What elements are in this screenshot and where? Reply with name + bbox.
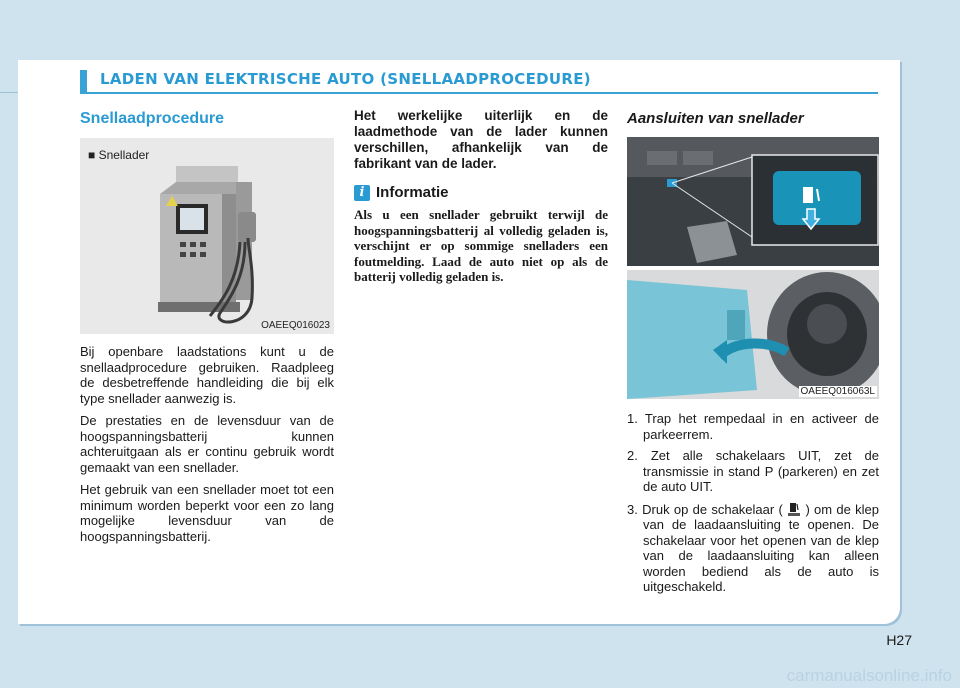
page-number: H27: [886, 632, 912, 648]
step-text: 3. Druk op de schakelaar (: [627, 501, 783, 517]
paragraph: De prestaties en de levensduur van de hoogspanningsbatterij kunnen achteruitgaan als er continu gebruik wordt gemaakt van een snellader.: [80, 413, 334, 475]
fast-charger-illustration: [80, 138, 334, 334]
subsection-heading: Snellaadprocedure: [80, 110, 225, 127]
paragraph: Bij openbare laadstations kunt u de snellaadprocedure gebruiken. Raadpleeg de desbetreffende handleiding die bij elk type snellader aanwezig is.: [80, 344, 334, 406]
interior-switch-illustration: [627, 137, 879, 266]
info-title: Informatie: [376, 184, 449, 201]
step-item: 1. Trap het rempedaal in en activeer de parkeerrem.: [627, 411, 879, 442]
intro-paragraph: Het werkelijke uiterlijk en de laadmethode van de lader kunnen verschillen, afhankelijk van de fabrikant van de lader.: [354, 108, 608, 171]
info-header: [354, 184, 608, 201]
figure-caption: ■ Snellader: [88, 148, 150, 162]
subsection-heading: Aansluiten van snellader: [627, 110, 804, 127]
step-text: ) om de klep van de laadaansluiting te openen. De schakelaar voor het openen van de klep van de laadaansluiting kan alleen worden bediend als de auto is uitgeschakeld.: [643, 501, 879, 594]
section-title: LADEN VAN ELEKTRISCHE AUTO (SNELLAADPROCEDURE): [100, 70, 591, 88]
step-item: [627, 501, 879, 595]
interior-switch-photo: [627, 137, 879, 266]
info-body: Als u een snellader gebruikt terwijl de hoogspanningsbatterij al volledig geladen is, verschijnt er op sommige snelladers een foutmelding. Laad de auto niet op als de batterij volledig geladen is.: [354, 207, 608, 284]
column-middle: [354, 108, 608, 285]
info-icon: i: [354, 185, 370, 201]
watermark: carmanualsonline.info: [786, 666, 952, 685]
figure-code: OAEEQ016063L: [800, 386, 875, 397]
step-item: 2. Zet alle schakelaars UIT, zet de transmissie in stand P (parkeren) en zet de auto UIT.: [627, 448, 879, 494]
charge-port-illustration: [627, 270, 879, 399]
charger-figure: [80, 138, 334, 334]
paragraph: Het gebruik van een snellader moet tot een minimum worden beperkt voor een zo lang mogelijke levensduur van de hoogspanningsbatterij.: [80, 482, 334, 544]
steps-list: [627, 411, 879, 595]
charge-port-photo: [627, 270, 879, 399]
figure-code: OAEEQ016023: [261, 320, 330, 331]
column-left: [80, 108, 334, 551]
charge-port-switch-icon: [787, 501, 801, 517]
column-right: [627, 108, 879, 601]
page-edge-line: [0, 92, 18, 93]
